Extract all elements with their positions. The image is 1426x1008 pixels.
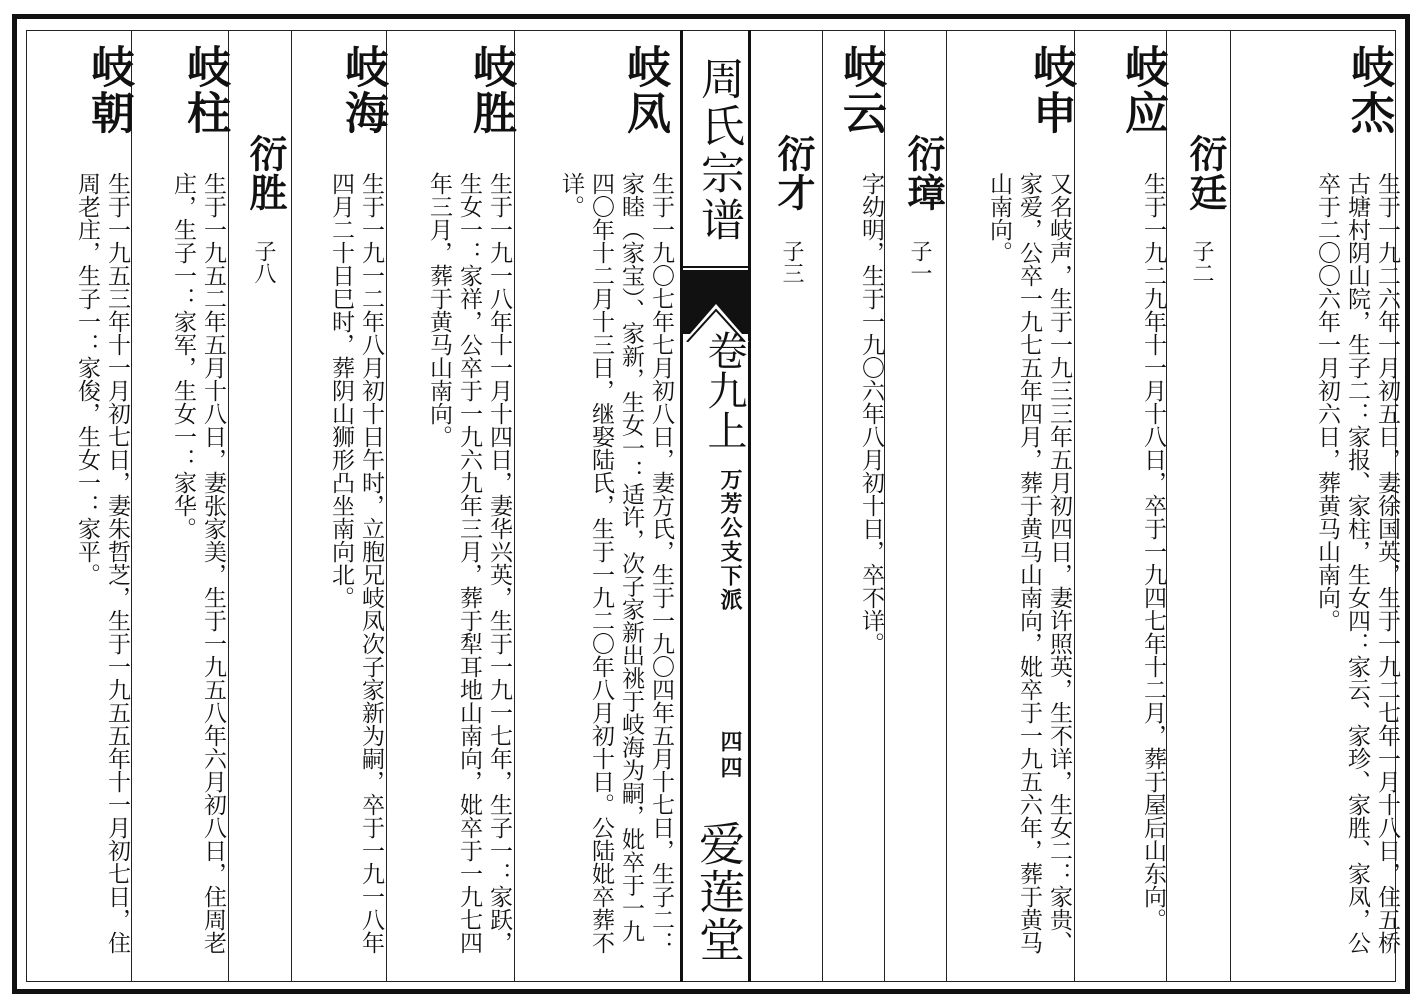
generation-label: 子二 <box>1189 240 1214 284</box>
spine-left-rule <box>680 30 683 982</box>
entry-text: 字幼明，生于一九〇六年八月初十日，卒不详。 <box>858 172 884 655</box>
entry-text: 生于一九五三年十一月初七日，妻朱哲芝，生于一九五五年十一月初七日，住周老庄，生子一：家俊，生女一：家平。 <box>74 172 130 954</box>
column-divider <box>228 30 229 982</box>
entry-name: 岐申 <box>1025 44 1076 136</box>
generation-label: 子三 <box>779 240 804 284</box>
spine-rule <box>683 266 749 268</box>
entry-text: 又名岐声，生于一九三三年五月初四日，妻许照英，生不详，生女二：家贵、家爱，公卒一九七五年四月，葬于黄马山南向，妣卒于一九五六年，葬于黄马山南向。 <box>986 172 1072 954</box>
generation-name: 衍璋 <box>901 134 946 212</box>
entry-name: 岐朝 <box>83 44 134 136</box>
entry-name: 岐应 <box>1117 44 1168 136</box>
generation-label: 子八 <box>251 240 276 284</box>
generation-label: 子一 <box>907 240 932 284</box>
entry-name: 岐胜 <box>465 44 516 136</box>
entry-name: 岐凤 <box>619 44 670 136</box>
entry-name: 岐海 <box>337 44 388 136</box>
generation-name: 衍胜 <box>243 134 288 212</box>
entry-name: 岐柱 <box>179 44 230 136</box>
generation-name: 衍才 <box>771 134 816 212</box>
entry-text: 生于一九二九年十一月十八日，卒于一九四七年十二月，葬于屋后山东向。 <box>1140 172 1166 931</box>
column-divider <box>514 30 515 982</box>
entry-name: 岐云 <box>835 44 886 136</box>
page-number: 四四 <box>717 730 743 782</box>
column-divider <box>386 30 387 982</box>
entry-text: 生于一九一八年十一月十四日，妻华兴英，生于一九一七年，生子一：家跃，生女一：家祥，公卒于一九六九年三月，葬于犁耳地山南向，妣卒于一九七四年三月，葬于黄马山南向。 <box>426 172 512 954</box>
entry-text: 生于一九一二年八月初十日午时，立胞兄岐凤次子家新为嗣，卒于一九一八年四月二十日巳时，葬阴山狮形凸坐南向北。 <box>328 172 384 954</box>
genealogy-title: 周氏宗谱 <box>693 56 744 244</box>
column-divider <box>822 30 823 982</box>
branch-label: 万芳公支下派 <box>717 468 743 612</box>
entry-text: 生于一九五二年五月十八日，妻张家美，生于一九五八年六月初八日，住周老庄，生子一：家军，生女一：家华。 <box>170 172 226 954</box>
column-divider <box>1074 30 1075 982</box>
entry-name: 岐杰 <box>1343 44 1394 136</box>
hall-name: 爱莲堂 <box>692 820 746 964</box>
generation-name: 衍廷 <box>1183 134 1228 212</box>
entry-text: 生于一九〇七年七月初八日，妻方氏，生于一九〇四年五月十七日，生子二：家睦（家宝）、家新，生女一：适许，次子家新出祧于岐海为嗣，妣卒于一九四〇年十二月十三日，继娶陆氏，生于一九二〇年八月初十日。公陆妣卒葬不详。 <box>558 172 674 954</box>
entry-text: 生于一九二六年一月初五日，妻徐国英，生于一九二七年一月十八日，住五桥古塘村阴山院，生子二：家报、家柱，生女四：家云、家珍、家胜、家凤，公卒于二〇〇六年一月初六日，葬黄马山南向。 <box>1314 172 1400 954</box>
volume-label: 卷九上 <box>701 330 747 450</box>
